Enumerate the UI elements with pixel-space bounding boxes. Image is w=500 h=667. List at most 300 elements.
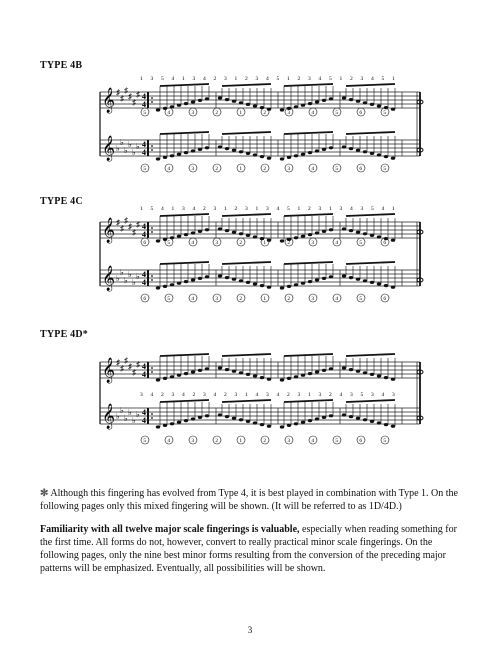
beam — [284, 84, 333, 86]
note-head — [301, 104, 305, 107]
circled-finger-number: 5 — [335, 438, 339, 444]
finger-number: 5 — [329, 76, 332, 82]
flat-icon: ♭ — [120, 268, 124, 277]
flat-icon: ♭ — [120, 406, 124, 415]
finger-number: 4 — [350, 206, 353, 212]
note-head — [356, 278, 360, 281]
note-head — [280, 378, 284, 381]
note-head — [356, 370, 360, 373]
repeat-dot — [151, 371, 153, 373]
note-head — [308, 102, 312, 105]
note-head — [315, 231, 319, 234]
note-head — [384, 155, 388, 158]
note-head — [308, 419, 312, 422]
flat-icon: ♭ — [132, 278, 136, 287]
note-head — [232, 278, 236, 281]
treble-clef-icon: 𝄞 — [102, 357, 116, 382]
circled-finger-number: 4 — [191, 296, 195, 302]
note-head — [246, 281, 250, 284]
note-head — [253, 104, 257, 107]
circled-finger-number: 3 — [311, 240, 315, 246]
note-head — [191, 100, 195, 103]
circled-finger-number: 3 — [287, 110, 291, 116]
note-head — [315, 417, 319, 420]
circled-finger-number: 6 — [359, 438, 363, 444]
circled-finger-number: 4 — [167, 166, 171, 172]
beam — [346, 132, 395, 134]
note-head — [218, 96, 222, 99]
note-head — [205, 367, 209, 370]
note-head — [322, 416, 326, 419]
circled-finger-number: 3 — [215, 296, 219, 302]
note-head — [218, 227, 222, 230]
circled-finger-number: 4 — [335, 296, 339, 302]
note-head — [315, 370, 319, 373]
note-head — [156, 286, 160, 289]
finger-number: 4 — [266, 76, 269, 82]
flat-icon: ♭ — [124, 276, 128, 285]
note-head — [377, 421, 381, 424]
note-head — [253, 235, 257, 238]
circled-finger-number: 5 — [167, 296, 171, 302]
note-head — [218, 274, 222, 277]
note-group — [148, 262, 423, 290]
treble-clef-icon: 𝄞 — [102, 265, 116, 290]
finger-number: 3 — [150, 76, 154, 82]
note-head — [170, 283, 174, 286]
note-head — [232, 149, 236, 152]
circled-finger-number: 5 — [143, 110, 147, 116]
note-head — [294, 105, 298, 108]
note-head — [156, 378, 160, 381]
finger-number: 4 — [371, 76, 374, 82]
finger-number: 4 — [203, 76, 206, 82]
flat-icon: ♭ — [136, 410, 140, 419]
beam — [222, 354, 271, 356]
circled-finger-number: 4 — [311, 110, 315, 116]
circled-finger-number: 6 — [359, 110, 363, 116]
note-head — [287, 156, 291, 159]
page-number: 3 — [247, 625, 253, 635]
note-head — [198, 148, 202, 151]
section-title-type-4b: TYPE 4B — [40, 60, 83, 71]
treble-clef-icon: 𝄞 — [102, 87, 116, 112]
note-head — [349, 98, 353, 101]
note-head — [301, 421, 305, 424]
flat-icon: ♭ — [136, 272, 140, 281]
flat-icon: ♭ — [116, 412, 120, 421]
note-head — [225, 415, 229, 418]
note-head — [342, 145, 346, 148]
note-head — [391, 378, 395, 381]
sharp-icon: ♯ — [136, 360, 140, 369]
note-head — [377, 282, 381, 285]
circled-finger-number: 2 — [215, 110, 219, 116]
time-signature-top: 4 — [142, 92, 146, 101]
flat-icon: ♭ — [124, 146, 128, 155]
note-head — [287, 377, 291, 380]
finger-number: 4 — [339, 392, 343, 398]
note-head — [177, 282, 181, 285]
note-head — [294, 283, 298, 286]
note-head — [329, 97, 333, 100]
circled-finger-number: 2 — [239, 296, 243, 302]
circled-finger-number: 6 — [383, 296, 387, 302]
note-head — [363, 371, 367, 374]
beam — [346, 354, 395, 356]
finger-number: 4 — [213, 392, 217, 398]
note-head — [267, 157, 271, 160]
circled-finger-number: 5 — [143, 166, 147, 172]
sharp-icon: ♯ — [136, 90, 140, 99]
footnote — [40, 487, 460, 513]
note-head — [177, 374, 181, 377]
flat-icon: ♭ — [128, 140, 132, 149]
note-head — [184, 233, 188, 236]
circled-finger-number: 1 — [263, 296, 267, 302]
beam — [222, 132, 271, 134]
finger-number: 4 — [192, 206, 196, 212]
repeat-dot — [151, 275, 153, 277]
beam — [160, 354, 209, 356]
finger-number: 2 — [287, 392, 290, 398]
sharp-icon: ♯ — [120, 94, 124, 103]
note-head — [218, 145, 222, 148]
bass-fingering — [140, 392, 395, 398]
repeat-dot — [151, 145, 153, 147]
finger-number: 4 — [255, 392, 259, 398]
circled-finger-number: 2 — [215, 438, 219, 444]
circled-finger-number: 2 — [287, 240, 291, 246]
treble-clef-icon: 𝄞 — [102, 403, 116, 428]
beam — [222, 214, 271, 216]
note-head — [384, 423, 388, 426]
finger-number: 4 — [150, 392, 154, 398]
time-signature-bottom: 4 — [142, 416, 146, 425]
circled-fingering — [141, 164, 389, 172]
note-head — [377, 153, 381, 156]
finger-number: 3 — [350, 392, 353, 398]
circled-finger-number: 5 — [383, 438, 387, 444]
finger-number: 3 — [245, 206, 248, 212]
note-head — [246, 420, 250, 423]
music-system-type-4c — [0, 200, 500, 310]
note-head — [253, 153, 257, 156]
note-head — [322, 99, 326, 102]
circled-finger-number: 5 — [335, 110, 339, 116]
note-head — [184, 151, 188, 154]
note-head — [205, 228, 209, 231]
note-head — [322, 369, 326, 372]
note-head — [218, 413, 222, 416]
note-head — [294, 375, 298, 378]
note-head — [225, 147, 229, 150]
circled-fingering — [141, 108, 389, 116]
time-signature-bottom: 4 — [142, 278, 146, 287]
finger-number: 1 — [392, 76, 395, 82]
finger-number: 2 — [224, 392, 227, 398]
note-head — [239, 279, 243, 282]
note-head — [198, 277, 202, 280]
circled-finger-number: 5 — [335, 166, 339, 172]
note-head — [184, 372, 188, 375]
flat-icon: ♭ — [132, 148, 136, 157]
circled-finger-number: 1 — [239, 110, 243, 116]
beam — [160, 262, 209, 264]
note-head — [260, 155, 264, 158]
finger-number: 4 — [276, 206, 280, 212]
note-head — [163, 377, 167, 380]
circled-fingering — [141, 436, 389, 444]
note-head — [170, 375, 174, 378]
note-head — [391, 425, 395, 428]
finger-number: 1 — [182, 76, 185, 82]
time-signature-top: 4 — [142, 362, 146, 371]
note-head — [349, 147, 353, 150]
note-head — [301, 235, 305, 238]
circled-finger-number: 4 — [311, 438, 315, 444]
circled-finger-number: 6 — [143, 240, 147, 246]
sharp-icon: ♯ — [136, 220, 140, 229]
note-head — [225, 98, 229, 101]
sharp-icon: ♯ — [116, 88, 120, 97]
note-head — [239, 418, 243, 421]
time-signature-bottom: 4 — [142, 148, 146, 157]
circled-finger-number: 3 — [287, 166, 291, 172]
note-head — [177, 104, 181, 107]
note-head — [294, 422, 298, 425]
circled-fingering — [141, 294, 389, 302]
note-head — [218, 366, 222, 369]
footnote-symbol: ✻ — [40, 488, 49, 499]
note-head — [329, 275, 333, 278]
finger-number: 3 — [234, 392, 238, 398]
sharp-icon: ♯ — [132, 228, 136, 237]
note-head — [370, 420, 374, 423]
finger-number: 4 — [161, 206, 164, 212]
circled-finger-number: 1 — [239, 438, 243, 444]
note-head — [225, 229, 229, 232]
note-head — [363, 279, 367, 282]
repeat-dot — [151, 417, 153, 419]
note-head — [232, 100, 236, 103]
beam — [284, 400, 333, 402]
note-head — [363, 150, 367, 153]
note-head — [280, 286, 284, 289]
finger-number: 2 — [234, 206, 238, 212]
note-head — [377, 104, 381, 107]
sharp-icon: ♯ — [132, 368, 136, 377]
note-head — [280, 157, 284, 160]
finger-number: 1 — [392, 206, 395, 212]
finger-number: 3 — [171, 392, 175, 398]
time-signature-top: 4 — [142, 222, 146, 231]
treble-fingering — [140, 76, 395, 82]
finger-number: 2 — [308, 206, 311, 212]
finger-number: 5 — [276, 76, 280, 82]
sharp-icon: ♯ — [128, 362, 132, 371]
finger-number: 3 — [203, 392, 206, 398]
music-system-type-4d — [0, 340, 500, 470]
sharp-icon: ♯ — [120, 224, 124, 233]
note-head — [280, 425, 284, 428]
circled-finger-number: 3 — [287, 438, 291, 444]
beam — [346, 400, 395, 402]
note-head — [246, 152, 250, 155]
note-head — [356, 231, 360, 234]
finger-number: 1 — [234, 76, 238, 82]
note-head — [363, 418, 367, 421]
beam — [284, 354, 333, 356]
note-head — [342, 274, 346, 277]
sharp-icon: ♯ — [124, 356, 128, 365]
note-head — [377, 235, 381, 238]
finger-number: 2 — [350, 76, 353, 82]
circled-finger-number: 5 — [383, 166, 387, 172]
repeat-dot — [151, 97, 153, 99]
note-group — [148, 84, 423, 112]
finger-number: 1 — [297, 206, 301, 212]
note-head — [191, 417, 195, 420]
footnote-text: Although this fingering has evolved from Type 4, it is best played in combination with Type 1. On the following pages only this mixed fingering will be shown. (It will be referred to as 1D/4D.) — [40, 488, 458, 512]
note-head — [260, 106, 264, 109]
note-head — [301, 374, 305, 377]
note-head — [356, 417, 360, 420]
finger-number: 3 — [192, 76, 196, 82]
note-head — [170, 105, 174, 108]
time-signature-top: 4 — [142, 140, 146, 149]
note-head — [253, 282, 257, 285]
time-signature-bottom: 4 — [142, 370, 146, 379]
repeat-dot — [151, 231, 153, 233]
beam — [284, 214, 333, 216]
circled-finger-number: 3 — [311, 296, 315, 302]
note-head — [322, 148, 326, 151]
note-head — [267, 425, 271, 428]
finger-number: 2 — [329, 392, 332, 398]
finger-number: 3 — [140, 392, 143, 398]
note-head — [363, 101, 367, 104]
circled-finger-number: 1 — [239, 166, 243, 172]
circled-finger-number: 4 — [311, 166, 315, 172]
note-head — [253, 421, 257, 424]
time-signature-bottom: 4 — [142, 230, 146, 239]
note-head — [253, 374, 257, 377]
finger-number: 4 — [182, 392, 185, 398]
finger-number: 1 — [171, 206, 175, 212]
note-head — [205, 414, 209, 417]
finger-number: 5 — [371, 206, 374, 212]
circled-finger-number: 3 — [215, 240, 219, 246]
finger-number: 3 — [339, 206, 343, 212]
flat-icon: ♭ — [128, 408, 132, 417]
beam — [222, 262, 271, 264]
repeat-dot — [151, 413, 153, 415]
note-head — [370, 103, 374, 106]
treble-fingering — [140, 206, 395, 212]
finger-number: 4 — [381, 206, 385, 212]
note-head — [308, 280, 312, 283]
note-head — [184, 419, 188, 422]
finger-number: 4 — [171, 76, 175, 82]
circled-finger-number: 2 — [263, 166, 267, 172]
note-head — [391, 108, 395, 111]
note-head — [342, 227, 346, 230]
sharp-icon: ♯ — [116, 358, 120, 367]
note-head — [280, 239, 284, 242]
beam — [160, 214, 209, 216]
repeat-dot — [151, 367, 153, 369]
note-head — [260, 284, 264, 287]
finger-number: 1 — [329, 206, 332, 212]
finger-number: 1 — [140, 206, 143, 212]
note-head — [294, 154, 298, 157]
note-head — [342, 366, 346, 369]
note-head — [391, 239, 395, 242]
finger-number: 2 — [213, 76, 217, 82]
note-head — [239, 371, 243, 374]
circled-finger-number: 4 — [191, 240, 195, 246]
circled-finger-number: 4 — [335, 240, 339, 246]
sharp-icon: ♯ — [124, 86, 128, 95]
note-head — [267, 378, 271, 381]
note-head — [370, 281, 374, 284]
finger-number: 1 — [287, 76, 290, 82]
circled-finger-number: 5 — [383, 110, 387, 116]
sharp-icon: ♯ — [116, 218, 120, 227]
note-head — [156, 108, 160, 111]
note-head — [349, 415, 353, 418]
finger-number: 3 — [371, 392, 374, 398]
finger-number: 3 — [255, 76, 259, 82]
sharp-icon: ♯ — [124, 216, 128, 225]
note-head — [287, 285, 291, 288]
time-signature-bottom: 4 — [142, 100, 146, 109]
finger-number: 3 — [224, 76, 227, 82]
circled-finger-number: 2 — [263, 438, 267, 444]
sharp-icon: ♯ — [120, 364, 124, 373]
note-head — [370, 234, 374, 237]
note-head — [349, 276, 353, 279]
beam — [222, 400, 271, 402]
flat-icon: ♭ — [116, 144, 120, 153]
beam — [222, 84, 271, 86]
circled-finger-number: 4 — [167, 110, 171, 116]
finger-number: 1 — [140, 76, 143, 82]
finger-number: 4 — [276, 392, 280, 398]
note-head — [377, 374, 381, 377]
finger-number: 3 — [308, 76, 311, 82]
finger-number: 1 — [224, 206, 227, 212]
note-head — [177, 421, 181, 424]
note-head — [184, 102, 188, 105]
beam — [346, 262, 395, 264]
note-head — [384, 376, 388, 379]
note-head — [370, 152, 374, 155]
note-head — [280, 108, 284, 111]
finger-number: 3 — [392, 392, 395, 398]
beam — [284, 132, 333, 134]
finger-number: 3 — [266, 392, 269, 398]
note-head — [384, 284, 388, 287]
note-head — [191, 370, 195, 373]
note-head — [205, 146, 209, 149]
note-head — [205, 97, 209, 100]
note-head — [156, 239, 160, 242]
finger-number: 1 — [308, 392, 311, 398]
finger-number: 5 — [150, 206, 154, 212]
repeat-dot — [151, 279, 153, 281]
